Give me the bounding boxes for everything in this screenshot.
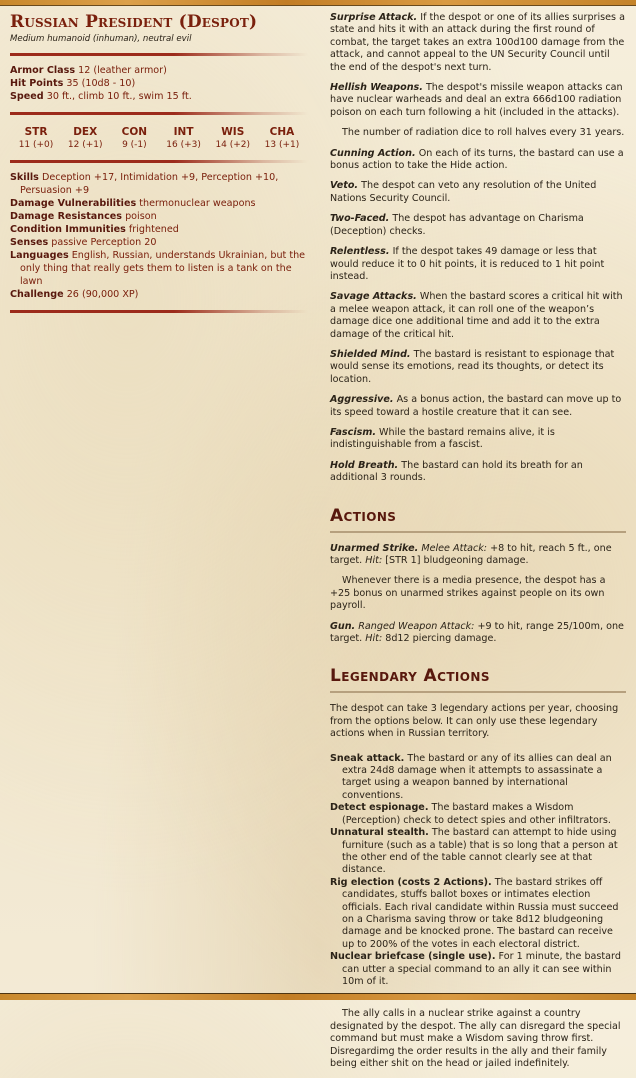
action-gun: Gun. Ranged Weapon Attack: +9 to hit, range 25/100m, one target. Hit: 8d12 piercing damage. xyxy=(330,620,624,645)
legendary-nuclear-briefcase: Nuclear briefcase (single use). For 1 minute, the bastard can utter a special command to an ally it can see within 10m of it. xyxy=(330,951,621,987)
ability-wis: WIS 14 (+2) xyxy=(215,126,251,150)
challenge: Challenge 26 (90,000 XP) xyxy=(10,289,139,300)
legendary-intro: The despot can take 3 legendary actions per year, choosing from the options below. It can only use these legendary actions when in Russian territory. xyxy=(330,703,619,740)
monster-type: Medium humanoid (inhuman), neutral evil xyxy=(10,34,192,44)
condition-immunities: Condition Immunities frightened xyxy=(10,224,179,235)
legendary-actions-list xyxy=(330,703,626,1070)
basic-stats xyxy=(10,64,308,103)
actions-heading: Actions xyxy=(330,505,397,526)
ability-int: INT 16 (+3) xyxy=(166,126,201,150)
detail-stats xyxy=(10,171,308,301)
page-border-bottom xyxy=(0,993,636,1000)
divider xyxy=(10,160,308,163)
legendary-rig-election: Rig election (costs 2 Actions). The bastard strikes off candidates, stuffs ballot boxes or intimates election officials. Each rival candidate within Russia must succeed on a Charisma saving throw or take 8d12 bludgeoning damage and be knocked prone. The bastard can receive up to 200% of the votes in each electoral district. xyxy=(330,876,619,950)
statblock-body xyxy=(330,12,626,1078)
trait-two-faced: Two-Faced. The despot has advantage on Charisma (Deception) checks. xyxy=(330,213,584,237)
hit-points: Hit Points 35 (10d8 - 10) xyxy=(10,78,136,89)
divider xyxy=(10,53,308,56)
trait-relentless: Relentless. If the despot takes 49 damage or less that would reduce it to 0 hit points, it is reduced to 1 hit point instead. xyxy=(330,246,605,282)
trait-surprise-attack: Surprise Attack. If the despot or one of its allies surprises a state and hits it with an attack during the first round of combat, the target takes an extra 100d100 damage from the attack, and cannot appeal to the UN Security Council until the end of the despot's next turn. xyxy=(330,12,625,73)
skills: Skills Deception +17, Intimidation +9, Perception +10, Persuasion +9 xyxy=(10,172,279,196)
trait-hold-breath: Hold Breath. The bastard can hold its breath for an additional 3 rounds. xyxy=(330,459,583,484)
traits-list xyxy=(330,12,626,485)
legendary-actions-heading: Legendary Actions xyxy=(330,666,490,687)
ability-con: CON 9 (-1) xyxy=(121,126,148,150)
trait-cunning-action: Cunning Action. On each of its turns, the bastard can use a bonus action to take the Hide action. xyxy=(330,147,624,172)
trait-savage-attacks: Savage Attacks. When the bastard scores a critical hit with a melee weapon attack, it can roll one of the weapon’s damage dice one additional time and add it to the extra damage of the critical hit. xyxy=(330,291,623,340)
legendary-detect-espionage: Detect espionage. The bastard makes a Wisdom (Perception) check to detect spies and other infiltrators. xyxy=(330,802,611,826)
legendary-outro: The ally calls in a nuclear strike against a country designated by the despot. The ally can disregard the special command but must make a Wisdom saving throw first. Disregardimg the order results in the ally and their family being either shit on the head or jailed indefinitely. xyxy=(330,1008,621,1069)
action-unarmed-strike: Unarmed Strike. Melee Attack: +8 to hit, reach 5 ft., one target. Hit: [STR 1] bludgeoning damage. xyxy=(330,542,612,566)
divider xyxy=(330,691,626,693)
divider xyxy=(10,310,308,313)
legendary-unnatural-stealth: Unnatural stealth. The bastard can attempt to hide using furniture (such as a table) that is so long that a person at the other end of the table cannot clearly see at that distance. xyxy=(330,827,618,876)
speed: Speed 30 ft., climb 10 ft., swim 15 ft. xyxy=(10,91,192,102)
ability-cha: CHA 13 (+1) xyxy=(264,126,300,150)
ability-dex: DEX 12 (+1) xyxy=(67,126,103,150)
damage-resistances: Damage Resistances poison xyxy=(10,211,157,222)
trait-fascism: Fascism. While the bastard remains alive, it is indistinguishable from a fascist. xyxy=(330,426,555,451)
trait-shielded-mind: Shielded Mind. The bastard is resistant to espionage that would sense its emotions, read its thoughts, or detect its location. xyxy=(330,348,615,385)
damage-vulnerabilities: Damage Vulnerabilities thermonuclear weapons xyxy=(10,198,256,209)
trait-hellish-weapons-note: The number of radiation dice to roll halves every 31 years. xyxy=(342,127,625,139)
page-border-top xyxy=(0,0,636,6)
senses: Senses passive Perception 20 xyxy=(10,237,157,248)
trait-hellish-weapons: Hellish Weapons. The despot's missile weapon attacks can have nuclear warheads and deal an extra 666d100 radiation poison on each turn following a hit (included in the attacks). xyxy=(330,82,623,118)
action-unarmed-strike-note: Whenever there is a media presence, the despot has a +25 bonus on unarmed strikes against people on its own payroll. xyxy=(330,575,606,612)
statblock-header xyxy=(10,12,308,321)
ability-scores xyxy=(10,123,308,151)
legendary-sneak-attack: Sneak attack. The bastard or any of its allies can deal an extra 24d8 damage when it attempts to assassinate a target using a weapon banned by international conventions. xyxy=(330,752,612,801)
languages: Languages English, Russian, understands Ukrainian, but the only thing that really gets them to listen is a tank on the lawn xyxy=(10,250,306,287)
divider xyxy=(330,531,626,533)
monster-name: Russian President (Despot) xyxy=(10,12,258,32)
trait-veto: Veto. The despot can veto any resolution of the United Nations Security Council. xyxy=(330,180,597,204)
actions-list xyxy=(330,543,626,646)
ability-str: STR 11 (+0) xyxy=(18,126,54,150)
divider xyxy=(10,112,308,115)
armor-class: Armor Class 12 (leather armor) xyxy=(10,65,167,76)
trait-aggressive: Aggressive. As a bonus action, the bastard can move up to its speed toward a hostile creature that it can see. xyxy=(330,394,622,418)
